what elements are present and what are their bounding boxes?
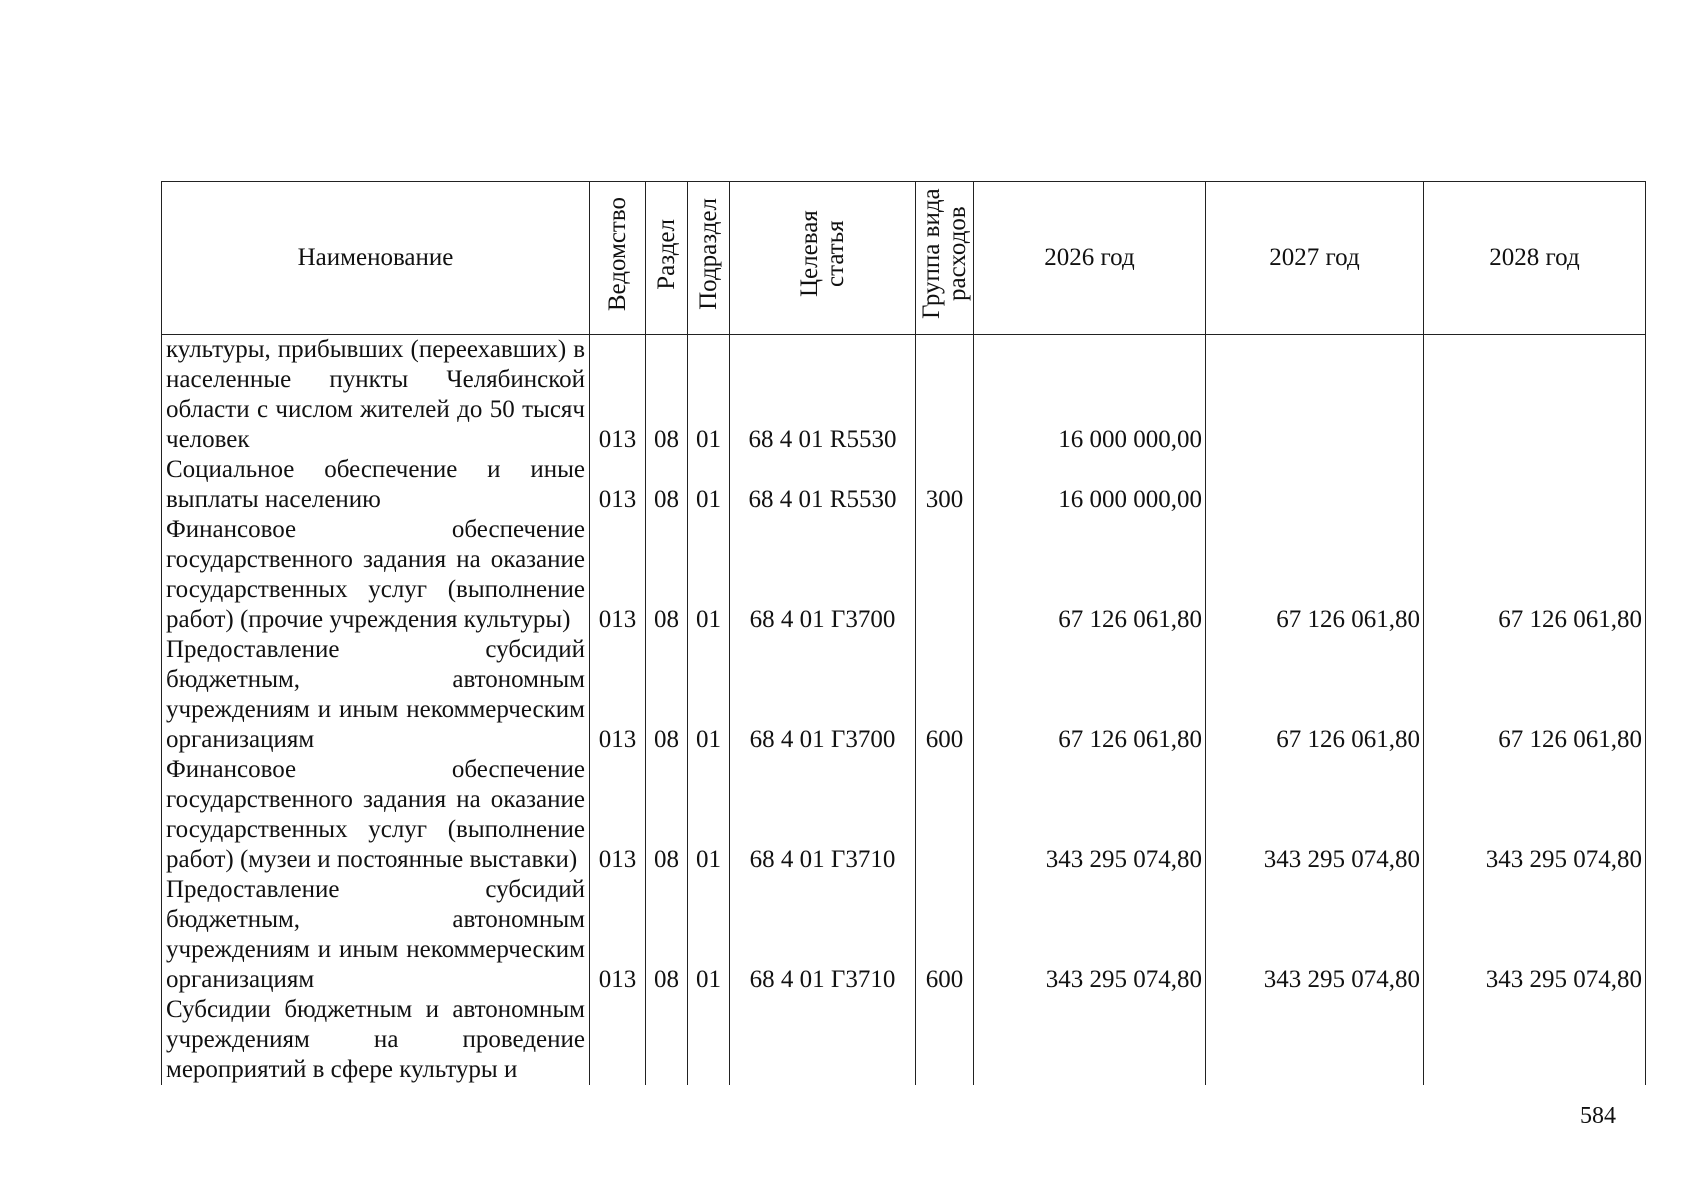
table-row: [162, 335, 1646, 456]
row-name: Финансовое обеспечение государственного задания на оказание государственных услуг (выполнение работ) (прочие учреждения культуры): [162, 515, 590, 635]
row-podrazdel: 01: [688, 455, 730, 515]
row-ved: [590, 995, 646, 1085]
row-2027: 343 295 074,80: [1206, 755, 1424, 875]
row-razdel: 08: [646, 455, 688, 515]
header-ved: Ведомство: [590, 182, 646, 335]
row-celevaya: 68 4 01 R5530: [730, 455, 916, 515]
row-gruppa: [916, 755, 974, 875]
row-razdel: 08: [646, 335, 688, 456]
row-2027: 343 295 074,80: [1206, 875, 1424, 995]
table-row: [162, 515, 1646, 635]
table-row: [162, 755, 1646, 875]
row-ved: 013: [590, 455, 646, 515]
table-body: [162, 335, 1646, 1086]
row-podrazdel: 01: [688, 515, 730, 635]
row-name: культуры, прибывших (переехавших) в населенные пункты Челябинской области с числом жителей до 50 тысяч человек: [162, 335, 590, 456]
row-gruppa: [916, 335, 974, 456]
row-2027: [1206, 335, 1424, 456]
row-ved: 013: [590, 635, 646, 755]
row-razdel: [646, 995, 688, 1085]
header-2027: 2027 год: [1206, 182, 1424, 335]
row-2026: 343 295 074,80: [974, 875, 1206, 995]
row-2028: [1424, 995, 1646, 1085]
table-row: [162, 875, 1646, 995]
table-row: [162, 455, 1646, 515]
row-celevaya: 68 4 01 Г3710: [730, 755, 916, 875]
row-ved: 013: [590, 335, 646, 456]
row-gruppa: 600: [916, 635, 974, 755]
budget-table: [161, 181, 1646, 1085]
header-gruppa: Группа вида расходов: [916, 182, 974, 335]
row-gruppa: [916, 515, 974, 635]
row-celevaya: [730, 995, 916, 1085]
table-row: [162, 635, 1646, 755]
page-number: 584: [1580, 1103, 1616, 1129]
row-2026: 16 000 000,00: [974, 455, 1206, 515]
row-2028: [1424, 455, 1646, 515]
row-ved: 013: [590, 515, 646, 635]
row-name: Финансовое обеспечение государственного задания на оказание государственных услуг (выполнение работ) (музеи и постоянные выставки): [162, 755, 590, 875]
header-2026: 2026 год: [974, 182, 1206, 335]
row-ved: 013: [590, 875, 646, 995]
row-2028: 343 295 074,80: [1424, 755, 1646, 875]
header-celevaya: Целевая статья: [730, 182, 916, 335]
row-podrazdel: 01: [688, 875, 730, 995]
row-name: Социальное обеспечение и иные выплаты населению: [162, 455, 590, 515]
row-2026: 67 126 061,80: [974, 515, 1206, 635]
row-2026: [974, 995, 1206, 1085]
row-celevaya: 68 4 01 R5530: [730, 335, 916, 456]
row-2028: 67 126 061,80: [1424, 515, 1646, 635]
row-gruppa: 600: [916, 875, 974, 995]
row-2027: 67 126 061,80: [1206, 515, 1424, 635]
row-name: Субсидии бюджетным и автономным учреждениям на проведение мероприятий в сфере культуры и: [162, 995, 590, 1085]
row-ved: 013: [590, 755, 646, 875]
row-2027: 67 126 061,80: [1206, 635, 1424, 755]
row-gruppa: [916, 995, 974, 1085]
header-podrazdel: Подраздел: [688, 182, 730, 335]
row-celevaya: 68 4 01 Г3700: [730, 515, 916, 635]
header-name: Наименование: [162, 182, 590, 335]
row-razdel: 08: [646, 875, 688, 995]
row-2026: 67 126 061,80: [974, 635, 1206, 755]
row-2028: 343 295 074,80: [1424, 875, 1646, 995]
row-podrazdel: 01: [688, 335, 730, 456]
row-2026: 16 000 000,00: [974, 335, 1206, 456]
row-celevaya: 68 4 01 Г3700: [730, 635, 916, 755]
table-header-row: [162, 182, 1646, 335]
row-2026: 343 295 074,80: [974, 755, 1206, 875]
row-2028: 67 126 061,80: [1424, 635, 1646, 755]
row-name: Предоставление субсидий бюджетным, автономным учреждениям и иным некоммерческим организациям: [162, 635, 590, 755]
row-name: Предоставление субсидий бюджетным, автономным учреждениям и иным некоммерческим организациям: [162, 875, 590, 995]
row-podrazdel: [688, 995, 730, 1085]
row-2028: [1424, 335, 1646, 456]
row-razdel: 08: [646, 755, 688, 875]
budget-table-wrapper: [161, 181, 1645, 1085]
row-gruppa: 300: [916, 455, 974, 515]
row-2027: [1206, 455, 1424, 515]
header-2028: 2028 год: [1424, 182, 1646, 335]
row-razdel: 08: [646, 515, 688, 635]
row-podrazdel: 01: [688, 755, 730, 875]
header-razdel: Раздел: [646, 182, 688, 335]
table-row: [162, 995, 1646, 1085]
row-celevaya: 68 4 01 Г3710: [730, 875, 916, 995]
row-2027: [1206, 995, 1424, 1085]
row-razdel: 08: [646, 635, 688, 755]
row-podrazdel: 01: [688, 635, 730, 755]
